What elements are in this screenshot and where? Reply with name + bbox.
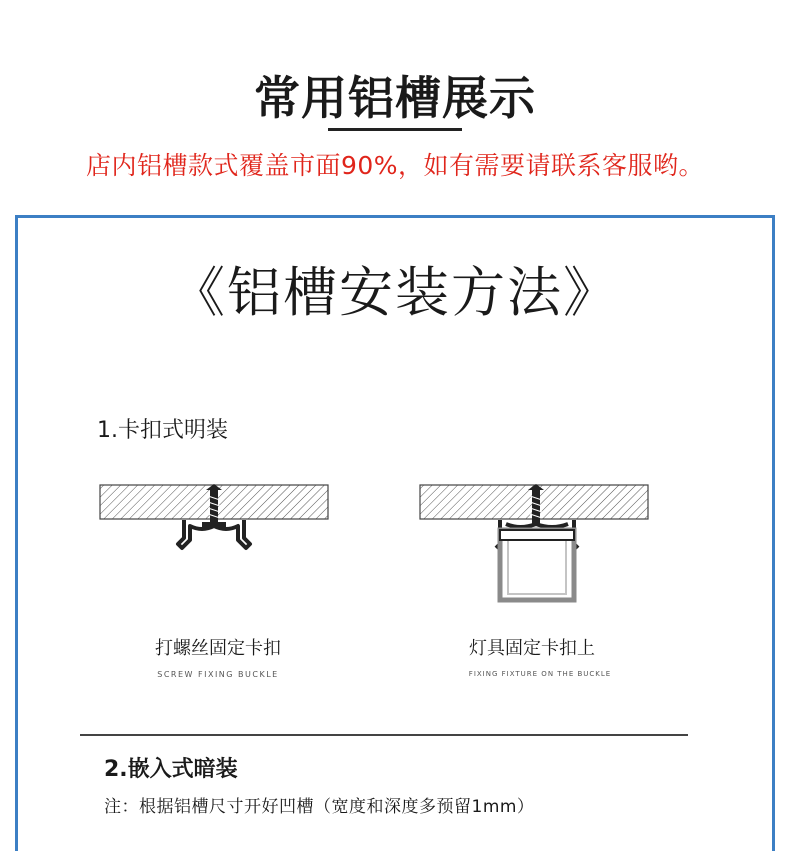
buckle-clip	[178, 520, 250, 548]
installation-note: 注：根据铝槽尺寸开好凹槽（宽度和深度多预留1mm）	[104, 797, 535, 817]
caption-fixture-buckle: 灯具固定卡扣上	[469, 638, 595, 659]
fixture-on-buckle-diagram	[418, 482, 650, 612]
promo-subtitle: 店内铝槽款式覆盖市面90%，如有需要请联系客服哟。	[85, 151, 705, 180]
page-title: 常用铝槽展示	[254, 71, 536, 125]
section-heading-recessed-mount: 2.嵌入式暗装	[104, 757, 238, 782]
caption-fixture-buckle-en: FIXING FIXTURE ON THE BUCKLE	[468, 670, 612, 678]
panel-title: 《铝槽安装方法》	[171, 261, 619, 324]
caption-screw-buckle: 打螺丝固定卡扣	[155, 638, 281, 659]
section-heading-surface-mount: 1.卡扣式明装	[97, 418, 228, 443]
title-underline	[328, 128, 462, 131]
section-divider	[80, 734, 688, 736]
aluminum-channel	[500, 530, 574, 600]
screw-buckle-diagram	[98, 482, 330, 612]
caption-screw-buckle-en: SCREW FIXING BUCKLE	[157, 670, 279, 679]
